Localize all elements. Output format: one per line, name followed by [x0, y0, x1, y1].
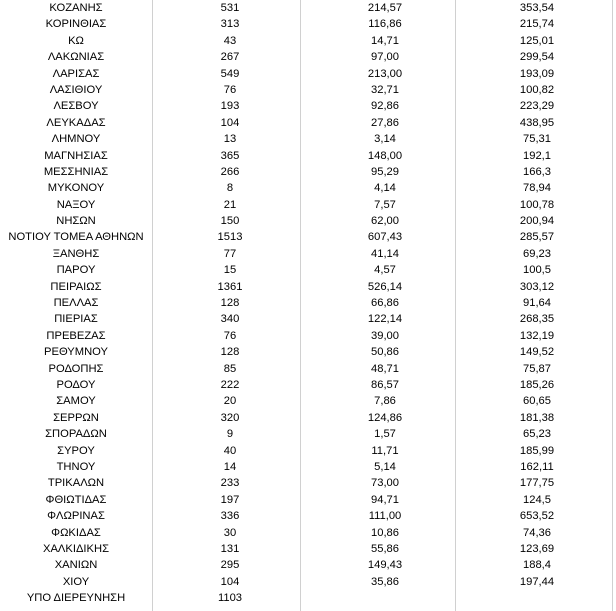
rate-cell: 215,74 [519, 18, 555, 31]
count-cell: 77 [223, 247, 237, 260]
table-row [0, 246, 616, 262]
rate-cell: 438,95 [519, 116, 555, 129]
table-row [0, 279, 616, 295]
table-row [0, 229, 616, 245]
region-name-cell: ΣΑΜΟΥ [56, 395, 96, 408]
count-cell: 14 [223, 460, 237, 473]
rate-cell: 214,57 [367, 2, 403, 14]
rate-cell: 86,57 [371, 378, 399, 391]
table-row [0, 590, 616, 606]
region-name-cell: ΠΙΕΡΙΑΣ [54, 313, 98, 326]
region-name-cell: ΚΩ [68, 34, 84, 47]
region-name-cell: ΧΑΝΙΩΝ [54, 559, 98, 572]
count-cell: 340 [220, 313, 240, 326]
count-cell: 267 [220, 51, 240, 64]
region-name-cell: ΦΛΩΡΙΝΑΣ [47, 510, 105, 523]
region-name-cell: ΡΟΔΟΠΗΣ [48, 362, 104, 375]
region-name-cell: ΠΡΕΒΕΖΑΣ [46, 329, 106, 342]
region-name-cell: ΦΘΙΩΤΙΔΑΣ [45, 493, 107, 506]
table-row [0, 98, 616, 114]
count-cell: 365 [220, 149, 240, 162]
region-name-cell: ΤΡΙΚΑΛΩΝ [47, 477, 105, 490]
rate-cell: 149,52 [519, 346, 555, 359]
rate-cell: 55,86 [371, 542, 399, 555]
rate-cell: 78,94 [523, 182, 551, 195]
table-row [0, 541, 616, 557]
rate-cell: 100,82 [519, 83, 555, 96]
count-cell: 85 [223, 362, 237, 375]
rate-cell: 91,64 [523, 297, 551, 310]
rate-cell: 132,19 [519, 329, 555, 342]
table-row [0, 443, 616, 459]
rate-cell: 41,14 [371, 247, 399, 260]
region-name-cell: ΛΑΚΩΝΙΑΣ [47, 51, 105, 64]
rate-cell: 95,29 [371, 165, 399, 178]
region-name-cell: ΜΑΓΝΗΣΙΑΣ [44, 149, 108, 162]
rate-cell: 181,38 [519, 411, 555, 424]
count-cell: 197 [220, 493, 240, 506]
rate-cell: 75,87 [523, 362, 551, 375]
count-cell: 30 [223, 526, 237, 539]
table-row [0, 33, 616, 49]
count-cell: 13 [223, 133, 237, 146]
rate-cell: 11,71 [371, 444, 399, 457]
count-cell: 128 [220, 297, 240, 310]
rate-cell: 149,43 [367, 559, 403, 572]
count-cell: 320 [220, 411, 240, 424]
rate-cell: 32,71 [371, 83, 399, 96]
count-cell: 549 [220, 67, 240, 80]
table-row [0, 328, 616, 344]
rate-cell: 62,00 [371, 215, 399, 228]
region-name-cell: ΜΕΣΣΗΝΙΑΣ [43, 165, 109, 178]
table-row [0, 459, 616, 475]
rate-cell: 10,86 [371, 526, 399, 539]
rate-cell: 177,75 [519, 477, 555, 490]
rate-cell: 193,09 [519, 67, 555, 80]
region-name-cell: ΣΠΟΡΑΔΩΝ [45, 428, 107, 441]
count-cell: 295 [220, 559, 240, 572]
region-name-cell: ΛΕΥΚΑΔΑΣ [46, 116, 106, 129]
region-name-cell: ΠΕΛΛΑΣ [53, 297, 99, 310]
rate-cell: 162,11 [520, 460, 554, 473]
region-name-cell: ΞΑΝΘΗΣ [52, 247, 100, 260]
table-row [0, 115, 616, 131]
count-cell: 104 [220, 116, 240, 129]
table-row [0, 557, 616, 573]
table-row [0, 492, 616, 508]
region-name-cell: ΛΕΣΒΟΥ [53, 100, 99, 113]
rate-cell: 27,86 [371, 116, 399, 129]
table-row [0, 525, 616, 541]
rate-cell: 223,29 [519, 100, 555, 113]
rate-cell: 122,14 [367, 313, 403, 326]
rate-cell [300, 590, 470, 606]
region-name-cell: ΤΗΝΟΥ [56, 460, 96, 473]
table-row [0, 574, 616, 590]
table-row [0, 66, 616, 82]
rate-cell: 39,00 [371, 329, 399, 342]
table-row [0, 311, 616, 327]
count-cell: 76 [223, 329, 237, 342]
rate-cell: 5,14 [374, 460, 396, 473]
rate-cell: 268,35 [519, 313, 555, 326]
region-name-cell: ΚΟΖΑΝΗΣ [49, 2, 103, 14]
rate-cell: 100,5 [523, 264, 551, 277]
count-cell: 266 [220, 165, 240, 178]
table-row [0, 262, 616, 278]
table-row [0, 148, 616, 164]
rate-cell: 65,23 [523, 428, 551, 441]
count-cell: 76 [223, 83, 237, 96]
table-row [0, 0, 616, 16]
rate-cell: 97,00 [371, 51, 399, 64]
count-cell: 131 [220, 542, 240, 555]
rate-cell: 124,86 [367, 411, 403, 424]
rate-cell [462, 590, 612, 606]
rate-cell: 607,43 [367, 231, 403, 244]
table-row [0, 410, 616, 426]
table-row [0, 344, 616, 360]
table-row [0, 393, 616, 409]
region-name-cell: ΛΑΣΙΘΙΟΥ [49, 83, 103, 96]
rate-cell: 192,1 [523, 149, 551, 162]
region-name-cell: ΝΟΤΙΟΥ ΤΟΜΕΑ ΑΘΗΝΩΝ [8, 231, 144, 244]
table-row [0, 49, 616, 65]
rate-cell: 116,86 [368, 18, 402, 31]
rate-cell: 197,44 [519, 575, 555, 588]
count-cell: 222 [220, 378, 240, 391]
count-cell: 9 [226, 428, 234, 441]
table-row [0, 426, 616, 442]
rate-cell: 69,23 [523, 247, 551, 260]
rate-cell: 124,5 [523, 493, 551, 506]
count-cell: 1103 [217, 592, 243, 605]
table-row [0, 213, 616, 229]
count-cell: 21 [223, 198, 237, 211]
rate-cell: 653,52 [519, 510, 555, 523]
region-name-cell: ΠΑΡΟΥ [56, 264, 96, 277]
rate-cell: 303,12 [519, 280, 555, 293]
count-cell: 1361 [217, 280, 243, 293]
count-cell: 233 [220, 477, 240, 490]
table-row [0, 361, 616, 377]
count-cell: 15 [223, 264, 237, 277]
count-cell: 8 [226, 182, 234, 195]
rate-cell: 75,31 [523, 133, 551, 146]
rate-cell: 353,54 [519, 2, 555, 14]
region-name-cell: ΜΥΚΟΝΟΥ [47, 182, 105, 195]
region-name-cell: ΣΥΡΟΥ [57, 444, 95, 457]
rate-cell: 148,00 [367, 149, 403, 162]
region-name-cell: ΧΑΛΚΙΔΙΚΗΣ [42, 542, 109, 555]
rate-cell: 35,86 [371, 575, 399, 588]
rate-cell: 100,78 [519, 198, 555, 211]
count-cell: 531 [220, 2, 240, 14]
rate-cell: 1,57 [374, 428, 396, 441]
table-row [0, 508, 616, 524]
rate-cell: 66,86 [371, 297, 399, 310]
count-cell: 20 [223, 395, 237, 408]
table-row [0, 82, 616, 98]
table-row [0, 16, 616, 32]
table-row [0, 295, 616, 311]
rate-cell: 299,54 [519, 51, 555, 64]
region-name-cell: ΥΠΟ ΔΙΕΡΕΥΝΗΣΗ [26, 592, 126, 605]
count-cell: 128 [220, 346, 240, 359]
rate-cell: 111,00 [368, 510, 402, 523]
region-name-cell: ΛΗΜΝΟΥ [51, 133, 101, 146]
region-name-cell: ΧΙΟΥ [62, 575, 90, 588]
rate-cell: 123,69 [519, 542, 555, 555]
rate-cell: 48,71 [371, 362, 399, 375]
region-name-cell: ΚΟΡΙΝΘΙΑΣ [45, 18, 107, 31]
rate-cell: 7,86 [374, 395, 396, 408]
count-cell: 193 [220, 100, 240, 113]
table-row [0, 131, 616, 147]
rate-cell: 94,71 [371, 493, 399, 506]
rate-cell: 200,94 [519, 215, 555, 228]
region-name-cell: ΡΕΘΥΜΝΟΥ [44, 346, 108, 359]
rate-cell: 50,86 [371, 346, 399, 359]
rate-cell: 73,00 [371, 477, 399, 490]
rate-cell: 74,36 [523, 526, 551, 539]
table-row [0, 180, 616, 196]
rate-cell: 14,71 [371, 34, 399, 47]
rate-cell: 7,57 [374, 198, 396, 211]
table-row [0, 475, 616, 491]
rate-cell: 3,14 [374, 133, 396, 146]
region-name-cell: ΡΟΔΟΥ [56, 378, 96, 391]
table-row [0, 197, 616, 213]
table-row [0, 377, 616, 393]
count-cell: 43 [223, 34, 237, 47]
rate-cell: 185,26 [519, 378, 555, 391]
count-cell: 313 [220, 18, 240, 31]
rate-cell: 185,99 [519, 444, 555, 457]
rate-cell: 213,00 [367, 67, 403, 80]
region-name-cell: ΝΑΞΟΥ [56, 198, 96, 211]
rate-cell: 60,65 [523, 395, 551, 408]
rate-cell: 4,57 [374, 264, 396, 277]
region-name-cell: ΛΑΡΙΣΑΣ [52, 67, 100, 80]
rate-cell: 285,57 [519, 231, 555, 244]
region-name-cell: ΣΕΡΡΩΝ [53, 411, 99, 424]
rate-cell: 92,86 [371, 100, 399, 113]
rate-cell: 4,14 [374, 182, 396, 195]
region-name-cell: ΠΕΙΡΑΙΩΣ [50, 280, 102, 293]
rate-cell: 125,01 [519, 34, 555, 47]
table-row [0, 164, 616, 180]
count-cell: 1513 [217, 231, 243, 244]
rate-cell: 166,3 [523, 165, 551, 178]
region-name-cell: ΝΗΣΩΝ [56, 215, 96, 228]
count-cell: 336 [220, 510, 240, 523]
count-cell: 40 [223, 444, 237, 457]
region-name-cell: ΦΩΚΙΔΑΣ [51, 526, 101, 539]
count-cell: 104 [220, 575, 240, 588]
rate-cell: 188,4 [523, 559, 551, 572]
rate-cell: 526,14 [367, 280, 403, 293]
count-cell: 150 [220, 215, 240, 228]
